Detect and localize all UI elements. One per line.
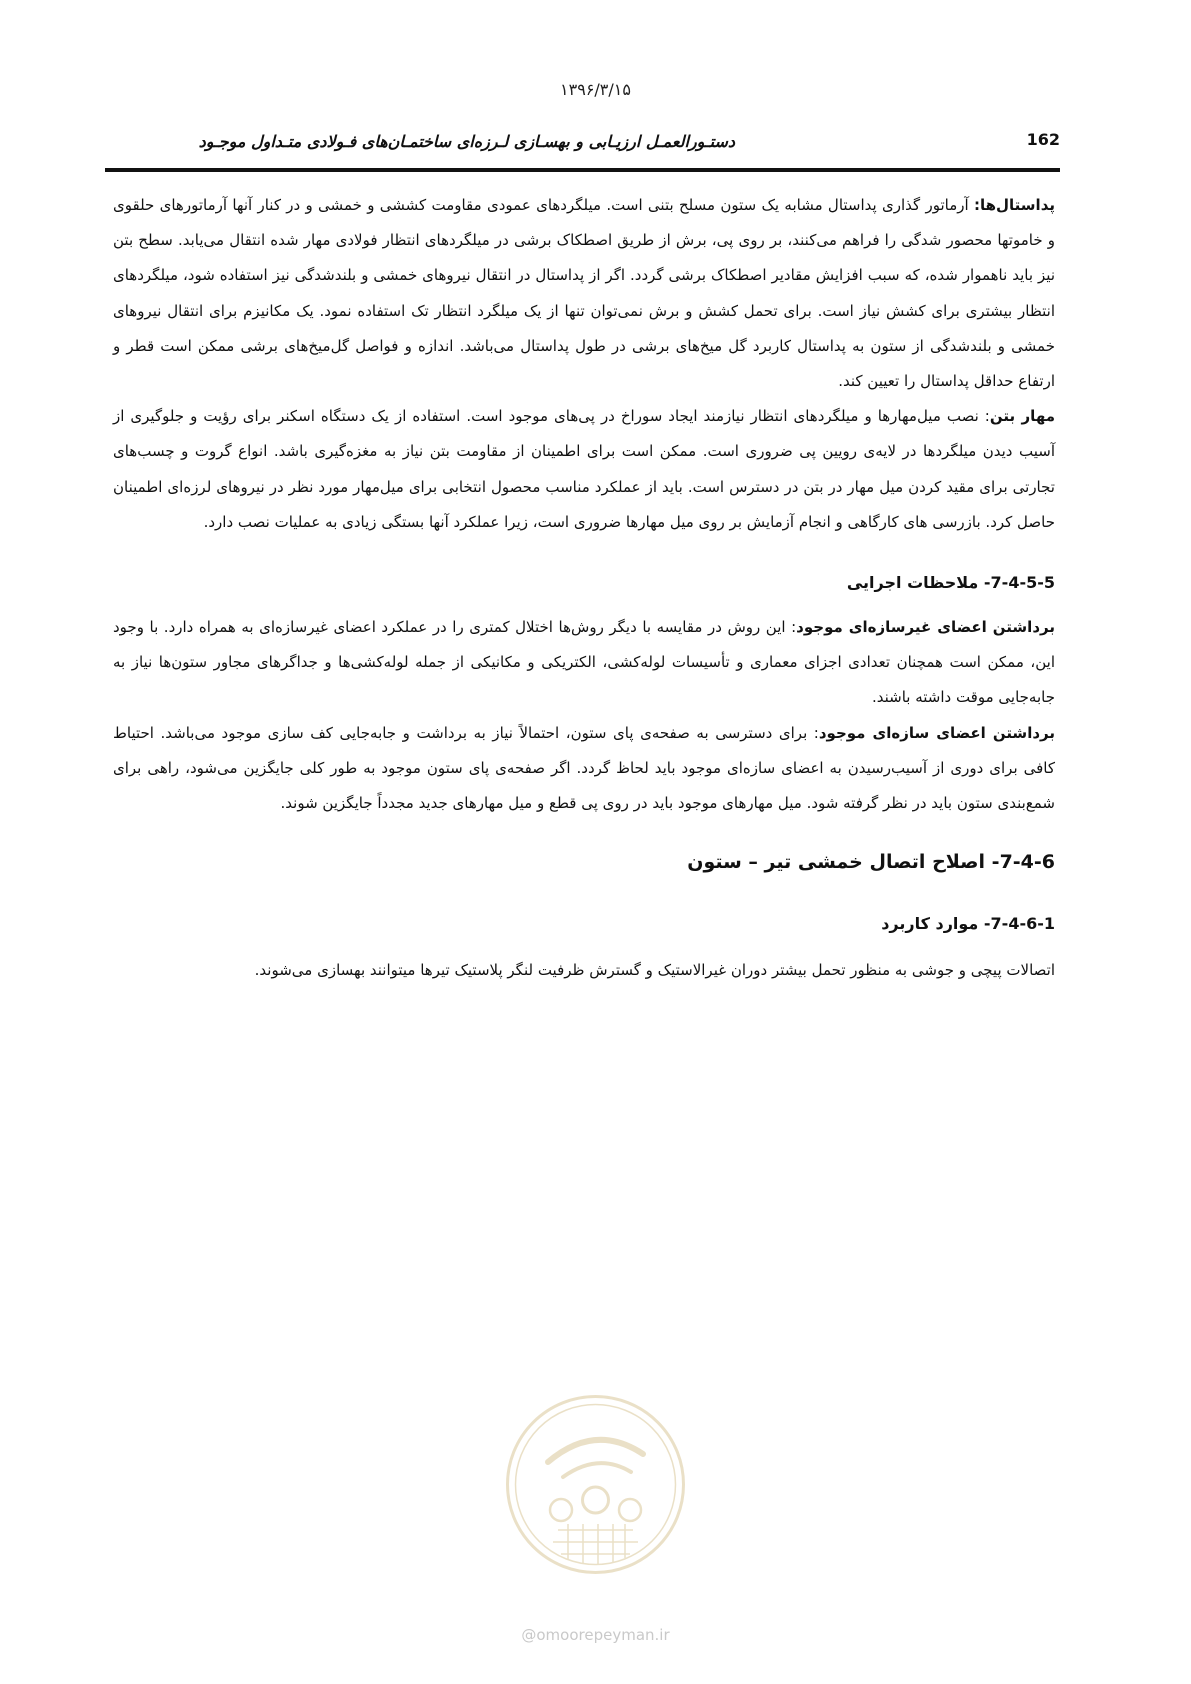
running-title: دستـورالعمـل ارزیـابی و بهسـازی لـرزه‌ای ساختمـان‌های فـولادی متـداول موجـود: [198, 132, 735, 151]
term-structural-removal: برداشتن اعضای سازه‌ای موجود: [818, 723, 1055, 742]
page-number: 162: [1026, 130, 1060, 149]
date-stamp: ۱۳۹۶/۳/۱۵: [560, 80, 631, 99]
paragraph-nonstructural-removal: [113, 610, 1055, 716]
heading-7-4-6: 7-4-6- اصلاح اتصال خمشی تیر – ستون: [687, 851, 1055, 874]
text-concrete-anchor: : نصب میل‌مهارها و میلگردهای انتظار نیازمند ایجاد سوراخ در پی‌های موجود است. استفاده از یک دستگاه اسکنر برای رؤیت و جلوگیری از آسیب دیدن میلگردها در لایه‌ی رویین پی ضروری است. ممکن است برای اطمینان از مقاومت بتن نیاز به مغزه‌گیری باشد. انواع گروت و چسب‌های تجارتی برای مقید کردن میل مهار در بتن در دسترس است. باید از عملکرد مناسب محصول انتخابی برای میل‌مهار مورد نظر در نیروهای لرزه‌ای اطمینان حاصل کرد. بازرسی های کارگاهی و انجام آزمایش بر روی میل مهارها ضروری است، زیرا عملکرد آنها بستگی زیادی به عملیات نصب دارد.: [113, 407, 1055, 531]
term-pedestals: پداستال‌ها:: [974, 196, 1055, 214]
term-nonstructural-removal: برداشتن اعضای غیرسازه‌ای موجود: [796, 618, 1055, 637]
heading-7-4-5-5: 7-4-5-5- ملاحظات اجرایی: [846, 573, 1055, 593]
watermark-seal-logo: [503, 1392, 688, 1577]
paragraph-pedestals: [113, 188, 1055, 399]
paragraph-concrete-anchor: [113, 399, 1055, 540]
heading-7-4-6-1: 7-4-6-1- موارد کاربرد: [881, 914, 1055, 934]
term-concrete-anchor: مهار بتن: [989, 407, 1056, 426]
watermark-website: @omoorepeyman.ir: [521, 1626, 670, 1644]
text-structural-removal: : برای دسترسی به صفحه‌ی پای ستون، احتمالاً نیاز به برداشت و جابه‌جایی کف سازی موجود می‌باشد. احتیاط کافی برای دوری از آسیب‌رسیدن به اعضای سازه‌ای موجود باید لحاظ گردد. اگر صفحه‌ی پای ستون موجود به طور کلی جایگزین می‌شود، راهی برای شمع‌بندی ستون باید در نظر گرفته شود. میل مهارهای موجود باید در روی پی قطع و میل مهارهای جدید مجدداً جایگزین شوند.: [113, 723, 1055, 813]
page-body: [113, 188, 1055, 988]
running-header: [105, 126, 1060, 156]
paragraph-structural-removal: [113, 716, 1055, 822]
header-rule: [105, 168, 1060, 172]
text-nonstructural-removal: : این روش در مقایسه با دیگر روش‌ها اختلال کمتری را در عملکرد اعضای غیرسازه‌ای به همراه دارد. با وجود این، ممکن است همچنان تعدادی اجزای معماری و تأسیسات لوله‌کشی، الکتریکی و مکانیکی از جمله لوله‌کشی‌ها و جداگرهای مجاور ستون‌ها نیاز به جابه‌جایی موقت داشته باشند.: [113, 618, 1055, 707]
paragraph-applications: اتصالات پیچی و جوشی به منظور تحمل بیشتر دوران غیرالاستیک و گسترش ظرفیت لنگر پلاستیک تیرها میتوانند بهسازی می‌شوند.: [254, 961, 1055, 980]
text-pedestals: آرماتور گذاری پداستال مشابه یک ستون مسلح بتنی است. میلگردهای عمودی مقاومت کششی و خمشی و در کنار آنها آرماتورهای حلقوی و خاموتها محصور شدگی را فراهم می‌کنند، بر روی پی، برش از طریق اصطکاک برشی در میلگردهای انتظار فولادی مهار شده انتقال می‌یابد. سطح بتن نیز باید ناهموار شده، که سبب افزایش مقادیر اصطکاک برشی گردد. اگر از پداستال در انتقال نیروهای خمشی و بلندشدگی نیز استفاده شود، میلگردهای انتظار بیشتری برای کشش نیاز است. برای تحمل کشش و برش نمی‌توان تنها از یک میلگرد انتظار تک استفاده نمود. یک مکانیزم برای انتقال نیروهای خمشی و بلندشدگی از ستون به پداستال کاربرد گل میخ‌های برشی در طول پداستال می‌باشد. اندازه و فواصل گل‌میخ‌های برشی ممکن است قطر و ارتفاع حداقل پداستال را تعیین کند.: [113, 196, 1055, 391]
